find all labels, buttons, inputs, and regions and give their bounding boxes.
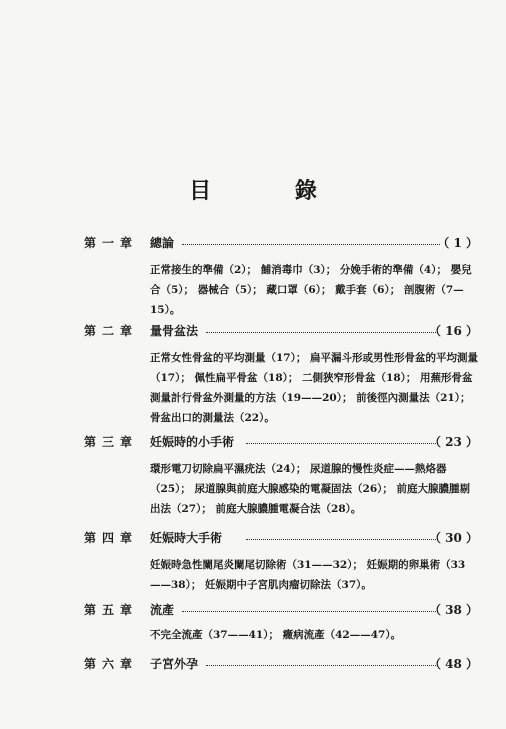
chapter-page: （ 1 ） [437,236,478,250]
chapter-heading [0,433,506,451]
dot-leader [182,611,436,612]
chapter-title: 妊娠時大手術 [150,531,223,545]
chapter-title: 妊娠時的小手術 [150,435,235,449]
chapter-sections: 正常接生的準備（2）； 餔消毒巾（3）； 分娩手術的準備（4）； 嬰兒合（5）； 器械合（5）； 藏口罩（6）； 戴手套（6）； 剖腹術（7—15）。 [150,264,472,316]
chapter-sections: 環形電刀切除扁平濕疣法（24）； 尿道腺的慢性炎症——熱烙器（25）； 尿道腺與前庭大腺感染的電凝固法（26）； 前庭大腺膿腫剔出法（27）； 前庭大腺膿腫電凝合法（28）。 [150,463,471,515]
chapter-heading [0,655,506,673]
chapter-heading [0,234,506,252]
chapter-page: （ 23 ） [428,435,478,449]
chapter-heading [0,529,506,547]
chapter-heading [0,601,506,619]
chapter-page: （ 48 ） [428,657,478,671]
chapter-page: （ 30 ） [428,531,478,545]
dot-leader [206,332,436,333]
chapter-sections: 不完全流產（37——41）； 癥病流產（42——47）。 [150,629,402,641]
chapter-number: 第一章 [84,236,139,250]
chapter-number: 第三章 [84,435,139,449]
chapter-sections: 妊娠時急性闌尾炎闌尾切除術（31——32）； 妊娠期的卵巢術（33——38）； 妊娠期中子宮肌肉瘤切除法（37）。 [150,559,466,591]
dot-leader [246,443,436,444]
dot-leader [182,244,440,245]
chapter-title: 量骨盆法 [150,324,199,338]
chapter-page: （ 38 ） [428,603,478,617]
chapter-heading [0,322,506,340]
chapter-number: 第二章 [84,324,139,338]
chapter-title: 子宮外孕 [150,657,199,671]
chapter-sections: 正常女性骨盆的平均測量（17）； 扁平漏斗形或男性形骨盆的平均測量（17）； 佩性扁平骨盆（18）； 二側狹窄形骨盆（18）； 用蕪形骨盆測量計行骨盆外測量的方法（19——20）； 前後徑內測量法（21）； 骨盆出口的測量法（22）。 [150,352,479,424]
chapter-title: 總論 [150,236,175,250]
chapter-number: 第五章 [84,603,139,617]
chapter-number: 第四章 [84,531,139,545]
chapter-title: 流產 [150,603,175,617]
dot-leader [246,539,436,540]
dot-leader [206,665,436,666]
page-title: 目 錄 [189,178,355,204]
chapter-page: （ 16 ） [428,324,478,338]
chapter-number: 第六章 [84,657,139,671]
